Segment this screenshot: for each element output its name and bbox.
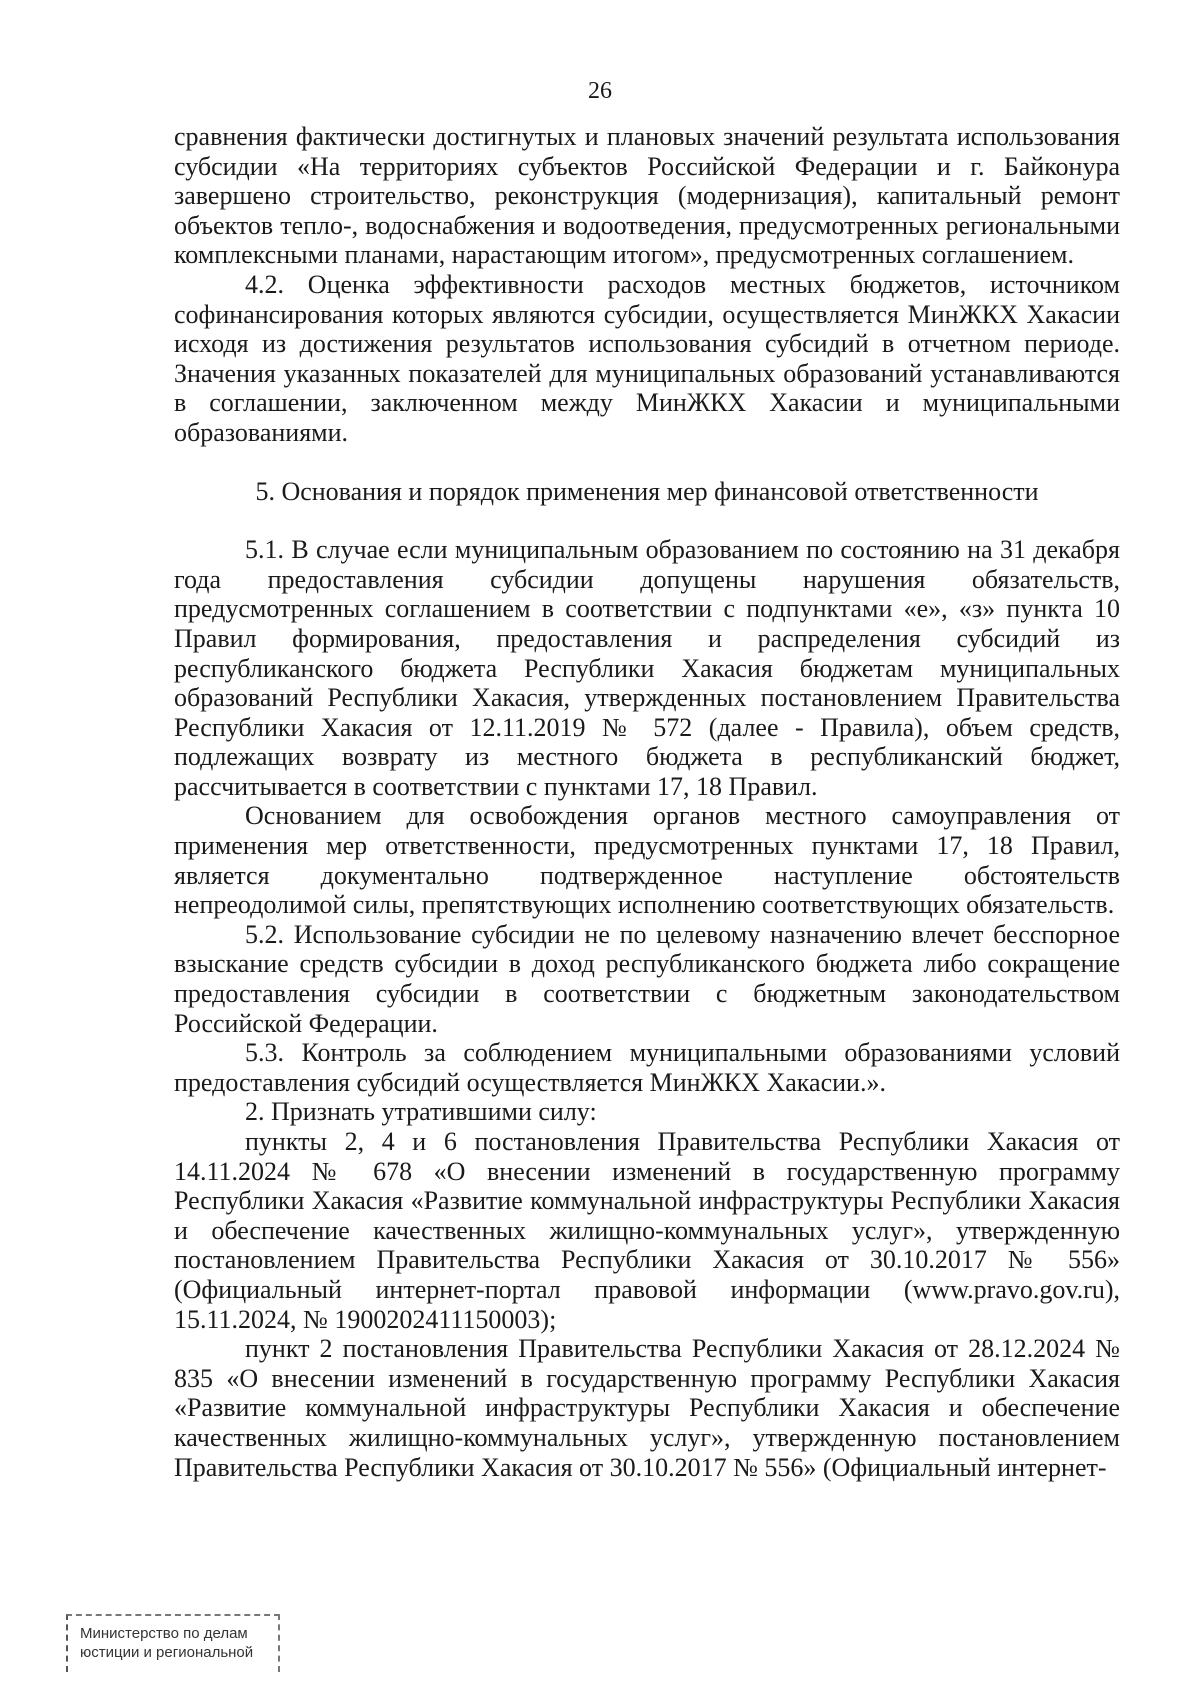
paragraph-repeal-835: пункт 2 постановления Правительства Республики Хакасия от 28.12.2024 № 835 «О внесении изменений в государственную программу Республики Хакасия «Развитие коммунальной инфраструктуры Республики Хакасия и обеспечение качественных жилищно-коммунальных услуг», утвержденную постановлением Правительства Республики Хакасия от 30.10.2017 № 556» (Официальный интернет- (174, 1334, 1120, 1482)
page-number: 26 (588, 78, 612, 104)
section-heading: 5. Основания и порядок применения мер финансовой ответственности (255, 476, 1039, 506)
registration-stamp (66, 1614, 280, 1672)
document-body (174, 122, 1120, 1482)
paragraph-5-3: 5.3. Контроль за соблюдением муниципальными образованиями условий предоставления субсидий осуществляется МинЖКХ Хакасии.». (174, 1038, 1120, 1097)
paragraph-continuation: сравнения фактически достигнутых и плановых значений результата использования субсидии «На территориях субъектов Российской Федерации и г. Байконура завершено строительство, реконструкция (модернизация), капитальный ремонт объектов тепло-, водоснабжения и водоотведения, предусмотренных региональными комплексными планами, нарастающим итогом», предусмотренных соглашением. (174, 122, 1120, 270)
stamp-line-1: Министерство по делам (80, 1625, 248, 1642)
paragraph-exemption: Основанием для освобождения органов местного самоуправления от применения мер ответственности, предусмотренных пунктами 17, 18 Правил, является документально подтвержденное наступление обстоятельств непреодолимой силы, препятствующих исполнению соответствующих обязательств. (174, 801, 1120, 920)
paragraph-4-2: 4.2. Оценка эффективности расходов местных бюджетов, источником софинансирования которых являются субсидии, осуществляется МинЖКХ Хакасии исходя из достижения результатов использования субсидий в отчетном периоде. Значения указанных показателей для муниципальных образований устанавливаются в соглашении, заключенном между МинЖКХ Хакасии и муниципальными образованиями. (174, 269, 1120, 447)
paragraph-5-2: 5.2. Использование субсидии не по целевому назначению влечет бесспорное взыскание средств субсидии в доход республиканского бюджета либо сокращение предоставления субсидии в соответствии с бюджетным законодательством Российской Федерации. (174, 919, 1120, 1038)
paragraph-5-1: 5.1. В случае если муниципальным образованием по состоянию на 31 декабря года предоставления субсидии допущены нарушения обязательств, предусмотренных соглашением в соответствии с подпунктами «е», «з» пункта 10 Правил формирования, предоставления и распределения субсидий из республиканского бюджета Республики Хакасия бюджетам муниципальных образований Республики Хакасия, утвержденных постановлением Правительства Республики Хакасия от 12.11.2019 № 572 (далее - Правила), объем средств, подлежащих возврату из местного бюджета в республиканский бюджет, рассчитывается в соответствии с пунктами 17, 18 Правил. (174, 535, 1120, 801)
paragraph-repeal-678: пункты 2, 4 и 6 постановления Правительства Республики Хакасия от 14.11.2024 № 678 «О внесении изменений в государственную программу Республики Хакасия «Развитие коммунальной инфраструктуры Республики Хакасия и обеспечение качественных жилищно-коммунальных услуг», утвержденную постановлением Правительства Республики Хакасия от 30.10.2017 № 556» (Официальный интернет-портал правовой информации (www.pravo.gov.ru), 15.11.2024, № 1900202411150003); (174, 1127, 1120, 1334)
paragraph-item-2: 2. Признать утратившими силу: (245, 1097, 597, 1127)
stamp-line-2: юстиции и региональной (80, 1644, 254, 1661)
